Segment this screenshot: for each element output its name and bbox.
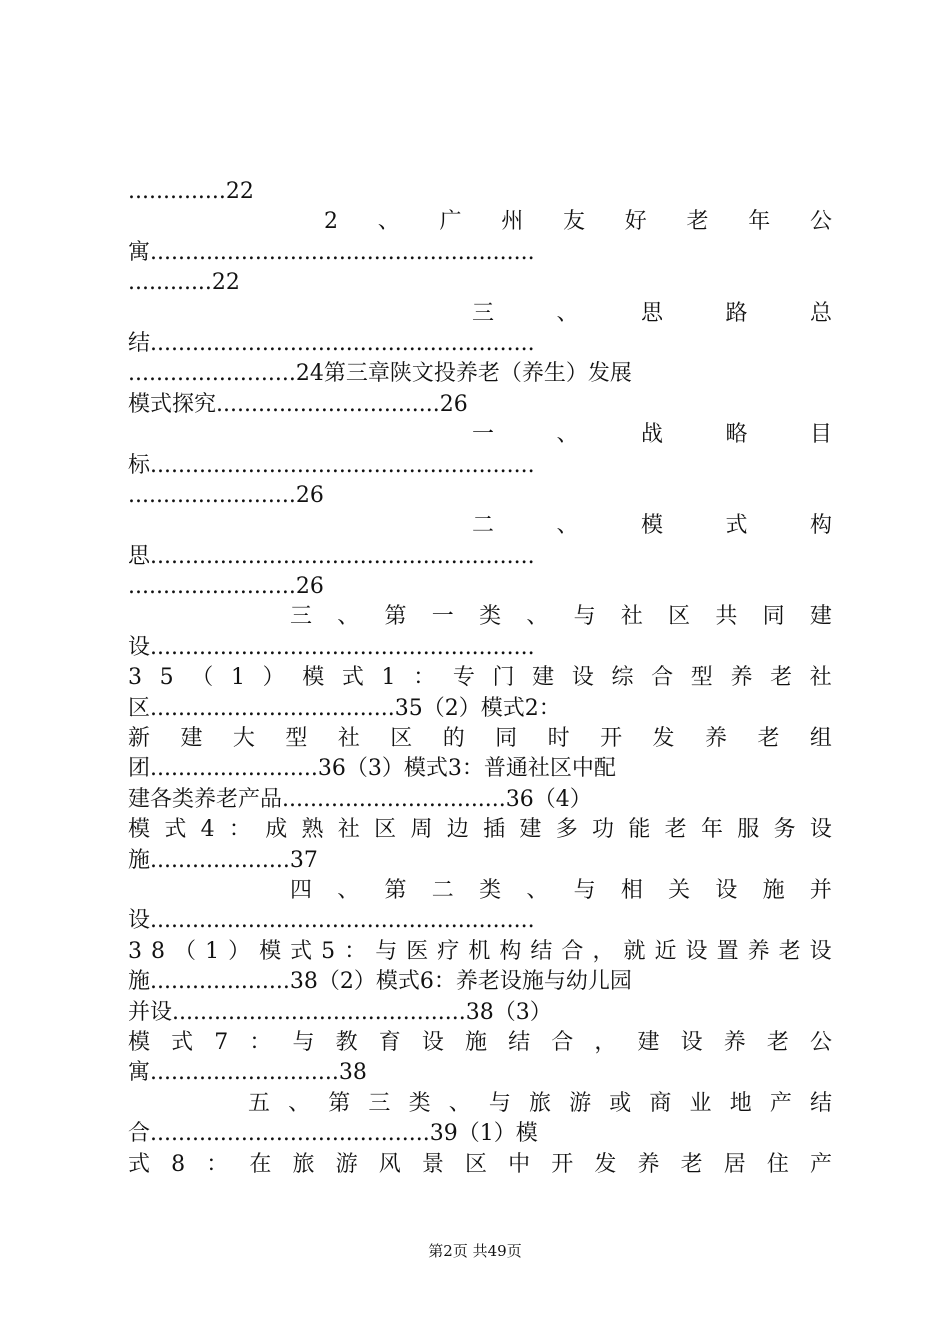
toc-line: 团........................36（3）模式3：普通社区中配 — [128, 756, 616, 782]
page-footer: 第2页 共49页 — [428, 1242, 522, 1260]
toc-line: 五 、 第 三 类 、 与 旅 游 或 商 业 地 产 结 — [248, 1090, 832, 1116]
toc-line: 区...................................35（2）模式2： — [128, 695, 561, 721]
toc-line: 结....................................................... — [128, 330, 535, 356]
toc-line: 建各类养老产品................................36（4） — [128, 786, 592, 812]
toc-line: 思....................................................... — [128, 543, 535, 569]
toc-line: 设....................................................... — [128, 634, 535, 660]
toc-line: 施....................38（2）模式6：养老设施与幼儿园 — [128, 969, 632, 995]
toc-line: 新 建 大 型 社 区 的 同 时 开 发 养 老 组 — [128, 726, 832, 752]
toc-line: ..............22 — [128, 179, 254, 204]
toc-line: 模 式 4 ： 成 熟 社 区 周 边 插 建 多 功 能 老 年 服 务 设 — [128, 817, 832, 843]
toc-line: 三 、 第 一 类 、 与 社 区 共 同 建 — [290, 604, 832, 630]
toc-line: 式 8 ： 在 旅 游 风 景 区 中 开 发 养 老 居 住 产 — [128, 1151, 832, 1177]
toc-line: 3 5 （ 1 ） 模 式 1 ： 专 门 建 设 综 合 型 养 老 社 — [128, 665, 832, 691]
toc-line: 三 、 思 路 总 — [472, 300, 832, 326]
toc-line: 一 、 战 略 目 — [472, 422, 832, 448]
toc-line: 3 8 （ 1 ） 模 式 5 ： 与 医 疗 机 构 结 合 ， 就 近 设 置 养 老 设 — [128, 938, 832, 964]
toc-line: ........................26 — [128, 574, 324, 600]
toc-line: 2 、 广 州 友 好 老 年 公 — [324, 209, 832, 235]
toc-content — [128, 177, 832, 1180]
toc-line: ............22 — [128, 270, 240, 296]
toc-line: 模 式 7 ： 与 教 育 设 施 结 合 ， 建 设 养 老 公 — [128, 1029, 832, 1055]
toc-line: 四 、 第 二 类 、 与 相 关 设 施 并 — [290, 877, 832, 903]
toc-line: 寓....................................................... — [128, 239, 535, 265]
toc-line: ........................26 — [128, 482, 324, 508]
toc-line: ........................24第三章陕文投养老（养生）发展 — [128, 361, 632, 387]
toc-line: 并设..........................................38（3） — [128, 999, 552, 1025]
toc-line: 合........................................39（1）模 — [128, 1121, 538, 1147]
toc-line: 标....................................................... — [128, 452, 535, 478]
toc-line: 施....................37 — [128, 847, 318, 873]
toc-line: 二 、 模 式 构 — [472, 513, 832, 539]
toc-line: 模式探究................................26 — [128, 391, 468, 417]
toc-line: 设....................................................... — [128, 908, 535, 934]
toc-line: 寓...........................38 — [128, 1060, 367, 1086]
